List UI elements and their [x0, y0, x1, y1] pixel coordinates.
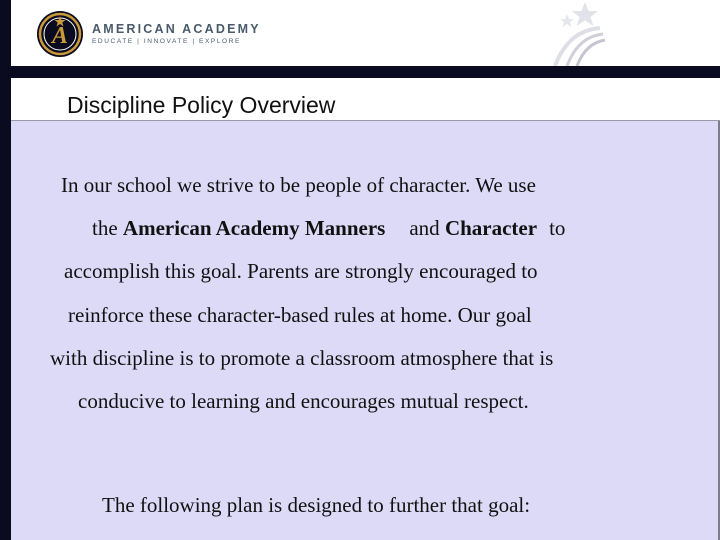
paragraph-line-3: accomplish this goal. Parents are strongly encouraged to — [64, 259, 538, 283]
paragraph-line-2 — [92, 216, 565, 241]
content-panel — [11, 121, 720, 540]
academy-logo-icon — [36, 10, 84, 58]
brand-tagline: EDUCATE | INNOVATE | EXPLORE — [92, 38, 241, 45]
paragraph-line-5: with discipline is to promote a classroom atmosphere that is — [50, 346, 554, 370]
character-term: Character — [444, 216, 538, 240]
star-swoosh-icon — [525, 0, 720, 66]
svg-text:A: A — [51, 23, 69, 49]
brand-name: AMERICAN ACADEMY — [92, 22, 261, 36]
header-divider-band — [0, 66, 720, 78]
paragraph-line-1: In our school we strive to be people of character. We use — [61, 173, 536, 197]
manners-term: American Academy Manners — [122, 216, 386, 240]
paragraph-line-6: conducive to learning and encourages mutual respect. — [78, 389, 529, 413]
left-accent-bar — [0, 0, 11, 540]
line2-mid: and — [409, 216, 445, 240]
title-strip — [11, 78, 720, 121]
paragraph-line-4: reinforce these character-based rules at home. Our goal — [68, 303, 532, 327]
line2-pre: the — [92, 216, 123, 240]
page-title: Discipline Policy Overview — [67, 92, 336, 118]
closing-line: The following plan is designed to further that goal: — [102, 493, 531, 517]
header-banner — [0, 0, 720, 66]
line2-post: to — [549, 216, 566, 240]
